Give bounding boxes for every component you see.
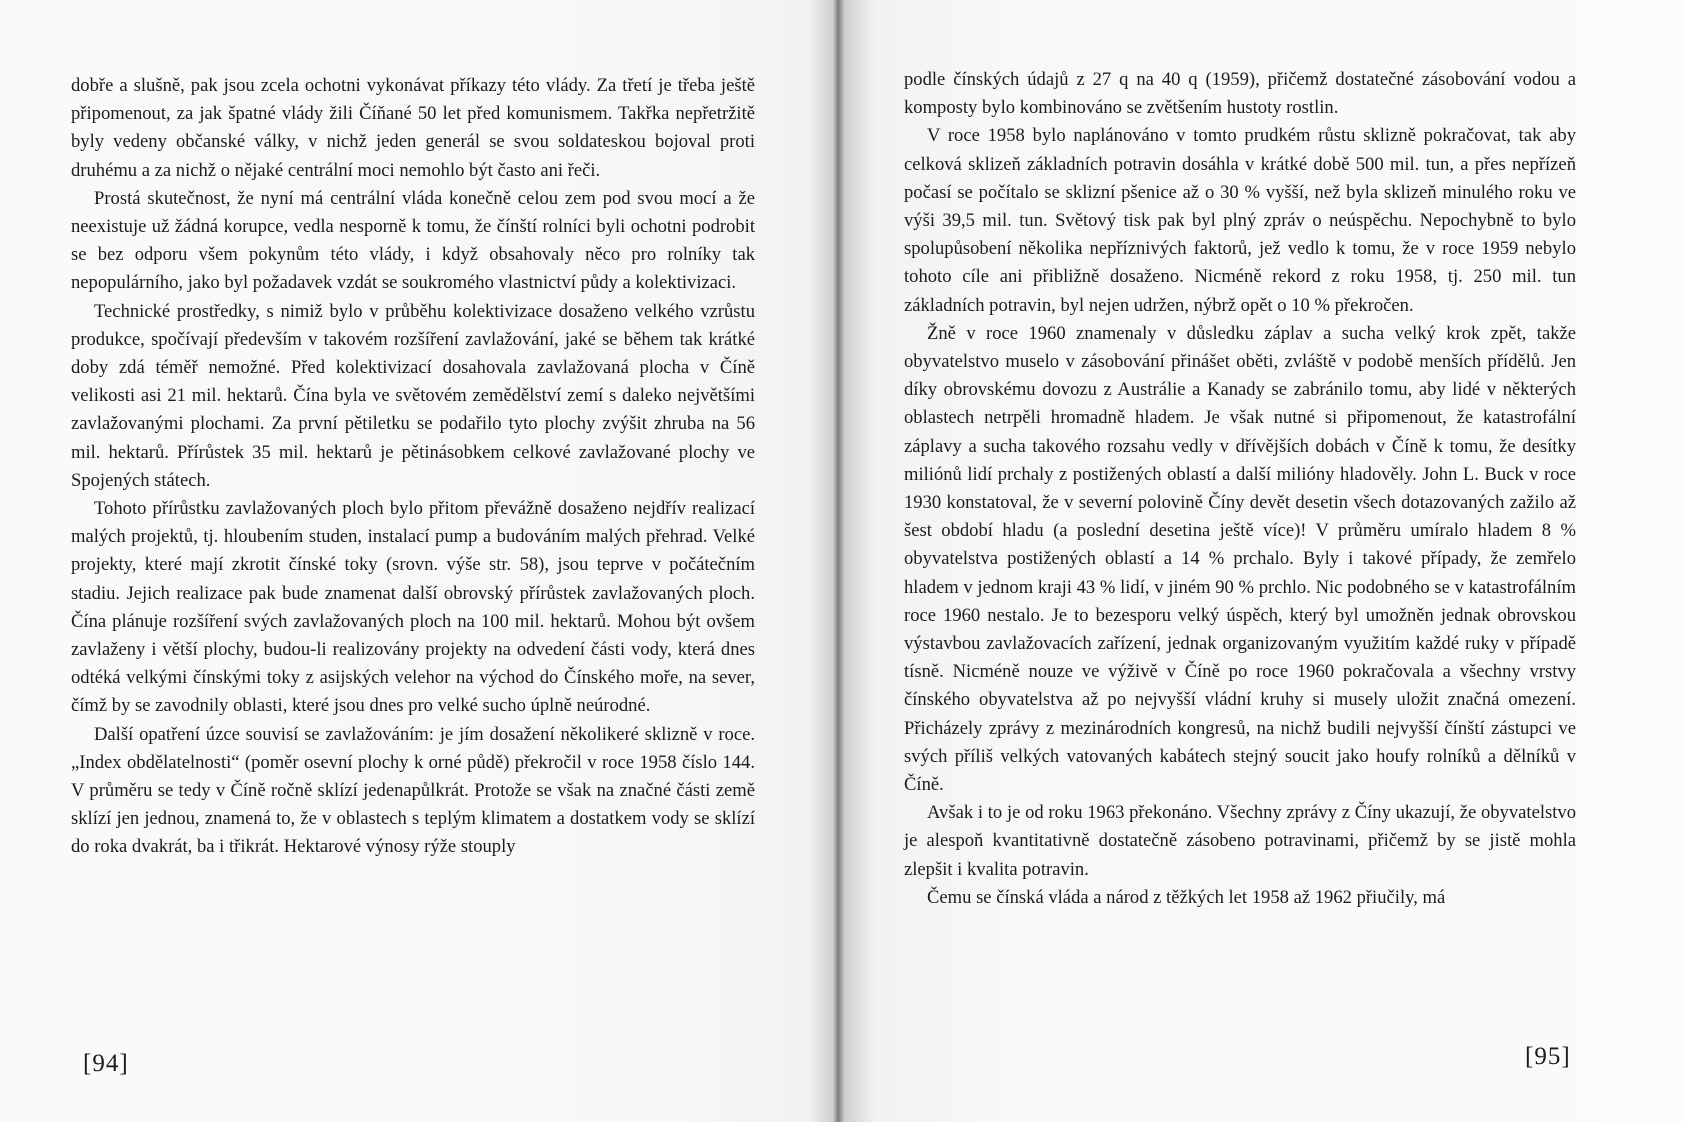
paragraph: Technické prostředky, s nimiž bylo v průběhu kolektivizace dosaženo velkého vzrůstu produkce, spočívají především v takovém rozšíření zavlažování, jaké se během tak krátké doby zdá téměř nemožné. Před kolektivizací dosahovala zavlažovaná plocha v Číně velikosti asi 21 mil. hektarů. Čína byla ve světovém zemědělství zemí s daleko největšími zavlažovanými plochami. Za první pětiletku se podařilo tyto plochy zvýšit zhruba na 56 mil. hektarů. Přírůstek 35 mil. hektarů je pětinásobkem celkové zavlažované plochy ve Spojených státech. xyxy=(71,300,755,491)
paragraph: Prostá skutečnost, že nyní má centrální vláda konečně celou zem pod svou mocí a že neexistuje už žádná korupce, vedla nesporně k tomu, že čínští rolníci byli ochotni podrobit se bez odporu všem pokynům této vlády, i když obsahovaly něco pro rolníky tak nepopulárního, jako byl požadavek vzdát se soukromého vlastnictví půdy a kolektivizaci. xyxy=(71,187,755,294)
paragraph: Avšak i to je od roku 1963 překonáno. Všechny zprávy z Číny ukazují, že obyvatelstvo je alespoň kvantitativně dostatečně zásobeno potravinami, přičemž by se jistě mohla zlepšit i kvalita potravin. xyxy=(904,802,1576,880)
right-page-text xyxy=(904,66,1576,912)
left-page-text xyxy=(71,72,755,862)
paragraph: podle čínských údajů z 27 q na 40 q (1959), přičemž dostatečné zásobování vodou a komposty bylo kombinováno se zvětšením hustoty rostlin. xyxy=(904,69,1576,119)
paragraph: Tohoto přírůstku zavlažovaných ploch bylo přitom převážně dosaženo nejdřív realizací malých projektů, tj. hloubením studen, instalací pump a budováním malých přehrad. Velké projekty, které mají zkrotit čínské toky (srovn. výše str. 58), jsou teprve v počátečním stadiu. Jejich realizace pak bude znamenat další obrovský přírůstek zavlažovaných ploch. Čína plánuje rozšíření svých zavlažovaných ploch na 100 mil. hektarů. Mohou být ovšem zavlaženy i větší plochy, budou-li realizovány projekty na odvedení části vody, která dnes odtéká velkými čínskými toky z asijských velehor na východ do Čínského moře, na sever, čímž by se zavodnily oblasti, které jsou dnes pro velké sucho úplně neúrodné. xyxy=(71,498,755,717)
paragraph: V roce 1958 bylo naplánováno v tomto prudkém růstu sklizně pokračovat, tak aby celková sklizeň základních potravin dosáhla v krátké době 500 mil. tun, a přes nepřízeň počasí se počítalo se sklizní pšenice až o 30 % vyšší, než byla sklizeň minulého roku ve výši 39,5 mil. tun. Světový tisk pak byl plný zpráv o neúspěchu. Nepochybně to bylo spolupůsobení několika nepříznivých faktorů, jež vedlo k tomu, že v roce 1959 nebylo tohoto cíle ani přibližně dosaženo. Nicméně rekord z roku 1958, tj. 250 mil. tun základních potravin, byl nejen udržen, nýbrž opět o 10 % překročen. xyxy=(904,125,1576,316)
paragraph: dobře a slušně, pak jsou zcela ochotni vykonávat příkazy této vlády. Za třetí je třeba ještě připomenout, za jak špatné vlády žili Číňané 50 let před komunismem. Takřka nepřetržitě byly vedeny občanské války, v nichž jeden generál se svou soldateskou bojoval proti druhému a za nichž o nějaké centrální moci nemohlo být často ani řeči. xyxy=(71,75,755,181)
paragraph: Další opatření úzce souvisí se zavlažováním: je jím dosažení několikeré sklizně v roce. „Index obdělatelnosti“ (poměr osevní plochy k orné půdě) překročil v roce 1958 číslo 144. V průměru se tedy v Číně ročně sklízí jedenapůlkrát. Protože se však na značné části země sklízí jen jednou, znamená to, že v oblastech s teplým klimatem a dostatkem vody se sklízí do roka dvakrát, ba i třikrát. Hektarové výnosy rýže stouply xyxy=(71,723,755,858)
page-number: [95] xyxy=(1525,1043,1571,1070)
paragraph: Čemu se čínská vláda a národ z těžkých let 1958 až 1962 přiučily, má xyxy=(927,886,1446,908)
page-number: [94] xyxy=(83,1050,129,1077)
paragraph: Žně v roce 1960 znamenaly v důsledku záplav a sucha velký krok zpět, takže obyvatelstvo muselo v zásobování přinášet oběti, zvláště v podobě menších přídělů. Jen díky obrovskému dovozu z Austrálie a Kanady se zabránilo tomu, aby lidé v některých oblastech netrpěli hromadně hladem. Je však nutné si připomenout, že katastrofální záplavy a sucha takového rozsahu vedly v dřívějších dobách v Číně k tomu, že desítky miliónů lidí prchaly z postižených oblastí a další milióny hladověly. John L. Buck v roce 1930 konstatoval, že v severní polovině Číny devět desetin všech dotazovaných zažilo až šest období hladu (a poslední desetina ještě více)! V průměru umíralo hladem 8 % obyvatelstva postižených oblastí a 14 % prchalo. Byly i takové případy, že zemřelo hladem v jednom kraji 43 % lidí, v jiném 90 % prchlo. Nic podobného se v katastrofálním roce 1960 nestalo. Je to bezesporu velký úspěch, který byl umožněn jednak obrovskou výstavbou zavlažovacích zařízení, jednak organizovaným využitím každé ruky v případě tísně. Nicméně nouze ve výživě v Číně po roce 1960 pokračovala a všechny vrstvy čínského obyvatelstva až po nejvyšší vládní kruhy si musely uložit značná omezení. Přicházely zprávy z mezinárodních kongresů, na nichž budili nejvyšší čínští zástupci ve svých příliš velkých vatovaných kabátech stejný soucit jako houfy rolníků a dělníků v Číně. xyxy=(904,322,1576,796)
right-page xyxy=(868,0,1683,1122)
left-page xyxy=(0,0,815,1122)
